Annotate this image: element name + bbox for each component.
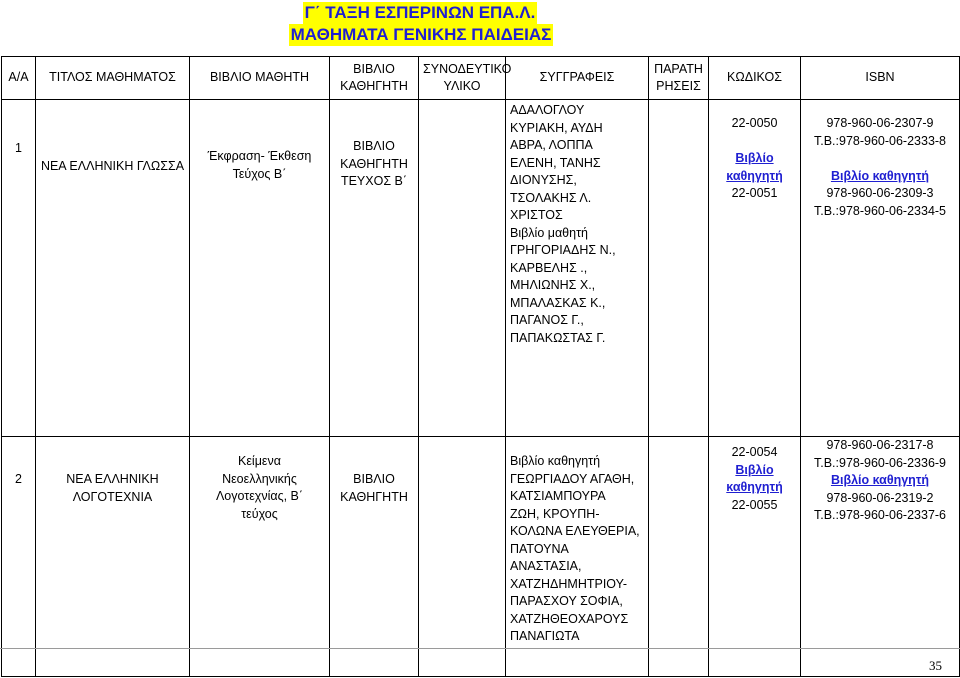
remarks-cell: [649, 437, 709, 677]
title-line-1: Γ΄ ΤΑΞΗ ΕΣΠΕΡΙΝΩΝ ΕΠΑ.Λ.: [304, 3, 536, 22]
teacher-book-line: ΒΙΒΛΙΟ: [353, 139, 395, 153]
header-authors: ΣΥΓΓΡΑΦΕΙΣ: [506, 57, 649, 100]
material-cell: [419, 437, 506, 677]
isbn-value: Τ.Β.:978-960-06-2337-6: [813, 508, 947, 522]
author-line: ΑΔΑΛΟΓΛΟΥ: [510, 103, 585, 117]
isbn-value: 978-960-06-2319-2: [826, 490, 934, 505]
author-line: ΚΥΡΙΑΚΗ, ΑΥΔΗ: [510, 120, 603, 135]
row-number: 1: [2, 100, 36, 437]
code-label: Βιβλίο: [735, 462, 774, 477]
header-material: [419, 57, 512, 100]
header-teacher-book-line2: ΚΑΘΗΓΗΤΗ: [340, 79, 408, 93]
isbn-value: 978-960-06-2309-3: [826, 186, 934, 200]
table-row: [2, 100, 960, 437]
title-line-2: ΜΑΘΗΜΑΤΑ ΓΕΝΙΚΗΣ ΠΑΙΔΕΙΑΣ: [290, 25, 552, 44]
author-line: ΠΑΠΑΚΩΣΤΑΣ Γ.: [510, 330, 606, 345]
isbn-value: 978-960-06-2317-8: [826, 438, 934, 452]
remarks-cell: [649, 100, 709, 437]
code-cell: [709, 437, 801, 677]
author-line: ΖΩΗ, ΚΡΟΥΠΗ-: [510, 506, 600, 521]
course-title-text: ΝΕΑ ΕΛΛΗΝΙΚΗ ΓΛΩΣΣΑ: [40, 159, 185, 173]
author-line: ΚΑΡΒΕΛΗΣ .,: [510, 260, 588, 275]
header-aa: Α/Α: [2, 57, 36, 100]
code-value: 22-0050: [731, 116, 778, 130]
code-label: καθηγητή: [726, 480, 783, 494]
teacher-book-line: ΒΙΒΛΙΟ: [353, 472, 395, 486]
isbn-value: Τ.Β.:978-960-06-2336-9: [813, 455, 947, 470]
author-line: ΠΑΝΑΓΙΩΤΑ: [510, 629, 580, 643]
document-title: [0, 2, 960, 46]
table-row: [2, 437, 960, 677]
header-row: [2, 57, 960, 100]
student-book-line: Λογοτεχνίας, Β΄: [215, 489, 304, 503]
author-line: ΚΑΤΣΙΑΜΠΟΥΡΑ: [510, 489, 606, 503]
author-line: ΑΝΑΣΤΑΣΙΑ,: [510, 559, 582, 573]
code-value: 22-0054: [731, 445, 778, 459]
header-material-line1: ΣΥΝΟΔΕΥΤΙΚΟ: [423, 61, 512, 76]
author-line: ΧΑΤΖΗΔΗΜΗΤΡΙΟΥ-: [510, 576, 627, 591]
course-title-line: ΝΕΑ ΕΛΛΗΝΙΚΗ: [66, 472, 159, 486]
student-book-line: Τεύχος Β΄: [232, 166, 287, 181]
header-course-title: ΤΙΤΛΟΣ ΜΑΘΗΜΑΤΟΣ: [36, 57, 190, 100]
isbn-value: 978-960-06-2307-9: [826, 116, 934, 130]
code-value: 22-0051: [731, 186, 778, 200]
header-code: ΚΩΔΙΚΟΣ: [709, 57, 801, 100]
code-value: 22-0055: [731, 497, 778, 512]
author-line: ΚΟΛΩΝΑ ΕΛΕΥΘΕΡΙΑ,: [510, 524, 640, 538]
author-line: ΔΙΟΝΥΣΗΣ,: [510, 173, 577, 187]
author-line: ΓΡΗΓΟΡΙΑΔΗΣ Ν.,: [510, 243, 616, 257]
author-line: ΜΠΑΛΑΣΚΑΣ Κ.,: [510, 295, 606, 310]
author-line: ΠΑΤΟΥΝΑ: [510, 541, 569, 556]
author-line: ΜΗΛΙΩΝΗΣ Χ.,: [510, 278, 596, 292]
author-line: ΤΣΟΛΑΚΗΣ Λ.: [510, 190, 592, 205]
code-label: καθηγητή: [726, 168, 783, 183]
course-title: [36, 437, 190, 677]
header-teacher-book-line1: ΒΙΒΛΙΟ: [353, 61, 395, 76]
course-books-table: [1, 56, 960, 677]
teacher-book-line: ΤΕΥΧΟΣ Β΄: [340, 174, 408, 188]
teacher-book-line: ΚΑΘΗΓΗΤΗ: [340, 156, 408, 171]
header-remarks-line2: ΡΗΣΕΙΣ: [656, 79, 701, 93]
student-book: [190, 437, 330, 677]
footer-divider: [0, 648, 960, 649]
authors-cell: [506, 437, 649, 677]
author-line: Βιβλίο μαθητή: [510, 225, 588, 240]
student-book-line: τεύχος: [241, 506, 278, 521]
header-student-book: ΒΙΒΛΙΟ ΜΑΘΗΤΗ: [190, 57, 330, 100]
header-remarks-line1: ΠΑΡΑΤΗ: [654, 61, 703, 76]
author-line: ΕΛΕΝΗ, ΤΑΝΗΣ: [510, 155, 601, 170]
author-line: ΧΡΙΣΤΟΣ: [510, 208, 563, 222]
isbn-cell: [801, 100, 960, 437]
material-cell: [419, 100, 506, 437]
isbn-value: Τ.Β.:978-960-06-2333-8: [813, 133, 947, 148]
header-material-line2: ΥΛΙΚΟ: [443, 79, 481, 93]
author-line: ΧΑΤΖΗΘΕΟΧΑΡΟΥΣ: [510, 611, 629, 626]
code-cell: [709, 100, 801, 437]
teacher-book-line: ΚΑΘΗΓΗΤΗ: [340, 489, 408, 504]
teacher-book: [330, 100, 419, 437]
author-line: Βιβλίο καθηγητή: [510, 454, 601, 468]
header-remarks: [649, 57, 709, 100]
code-label: Βιβλίο: [735, 151, 774, 165]
course-title-line: ΛΟΓΟΤΕΧΝΙΑ: [72, 489, 153, 504]
author-line: ΠΑΡΑΣΧΟΥ ΣΟΦΙΑ,: [510, 594, 623, 608]
author-line: ΑΒΡΑ, ΛΟΠΠΑ: [510, 138, 593, 152]
isbn-cell: [801, 437, 960, 677]
student-book-line: Νεοελληνικής: [222, 471, 297, 486]
page-number: 35: [929, 658, 942, 673]
isbn-label: Βιβλίο καθηγητή: [830, 168, 930, 183]
student-book-line: Έκφραση- Έκθεση: [207, 149, 312, 163]
header-teacher-book: [330, 57, 419, 100]
teacher-book: [330, 437, 419, 677]
isbn-value: Τ.Β.:978-960-06-2334-5: [813, 203, 947, 218]
student-book: [190, 100, 330, 437]
row-number: 2: [2, 437, 36, 677]
course-title: [36, 100, 190, 437]
header-isbn: ISBN: [801, 57, 960, 100]
authors-cell: [506, 100, 649, 437]
author-line: ΠΑΓΑΝΟΣ Γ.,: [510, 313, 584, 327]
isbn-label: Βιβλίο καθηγητή: [830, 473, 930, 487]
author-line: ΓΕΩΡΓΙΑΔΟΥ ΑΓΑΘΗ,: [510, 471, 635, 486]
student-book-line: Κείμενα: [238, 454, 281, 468]
